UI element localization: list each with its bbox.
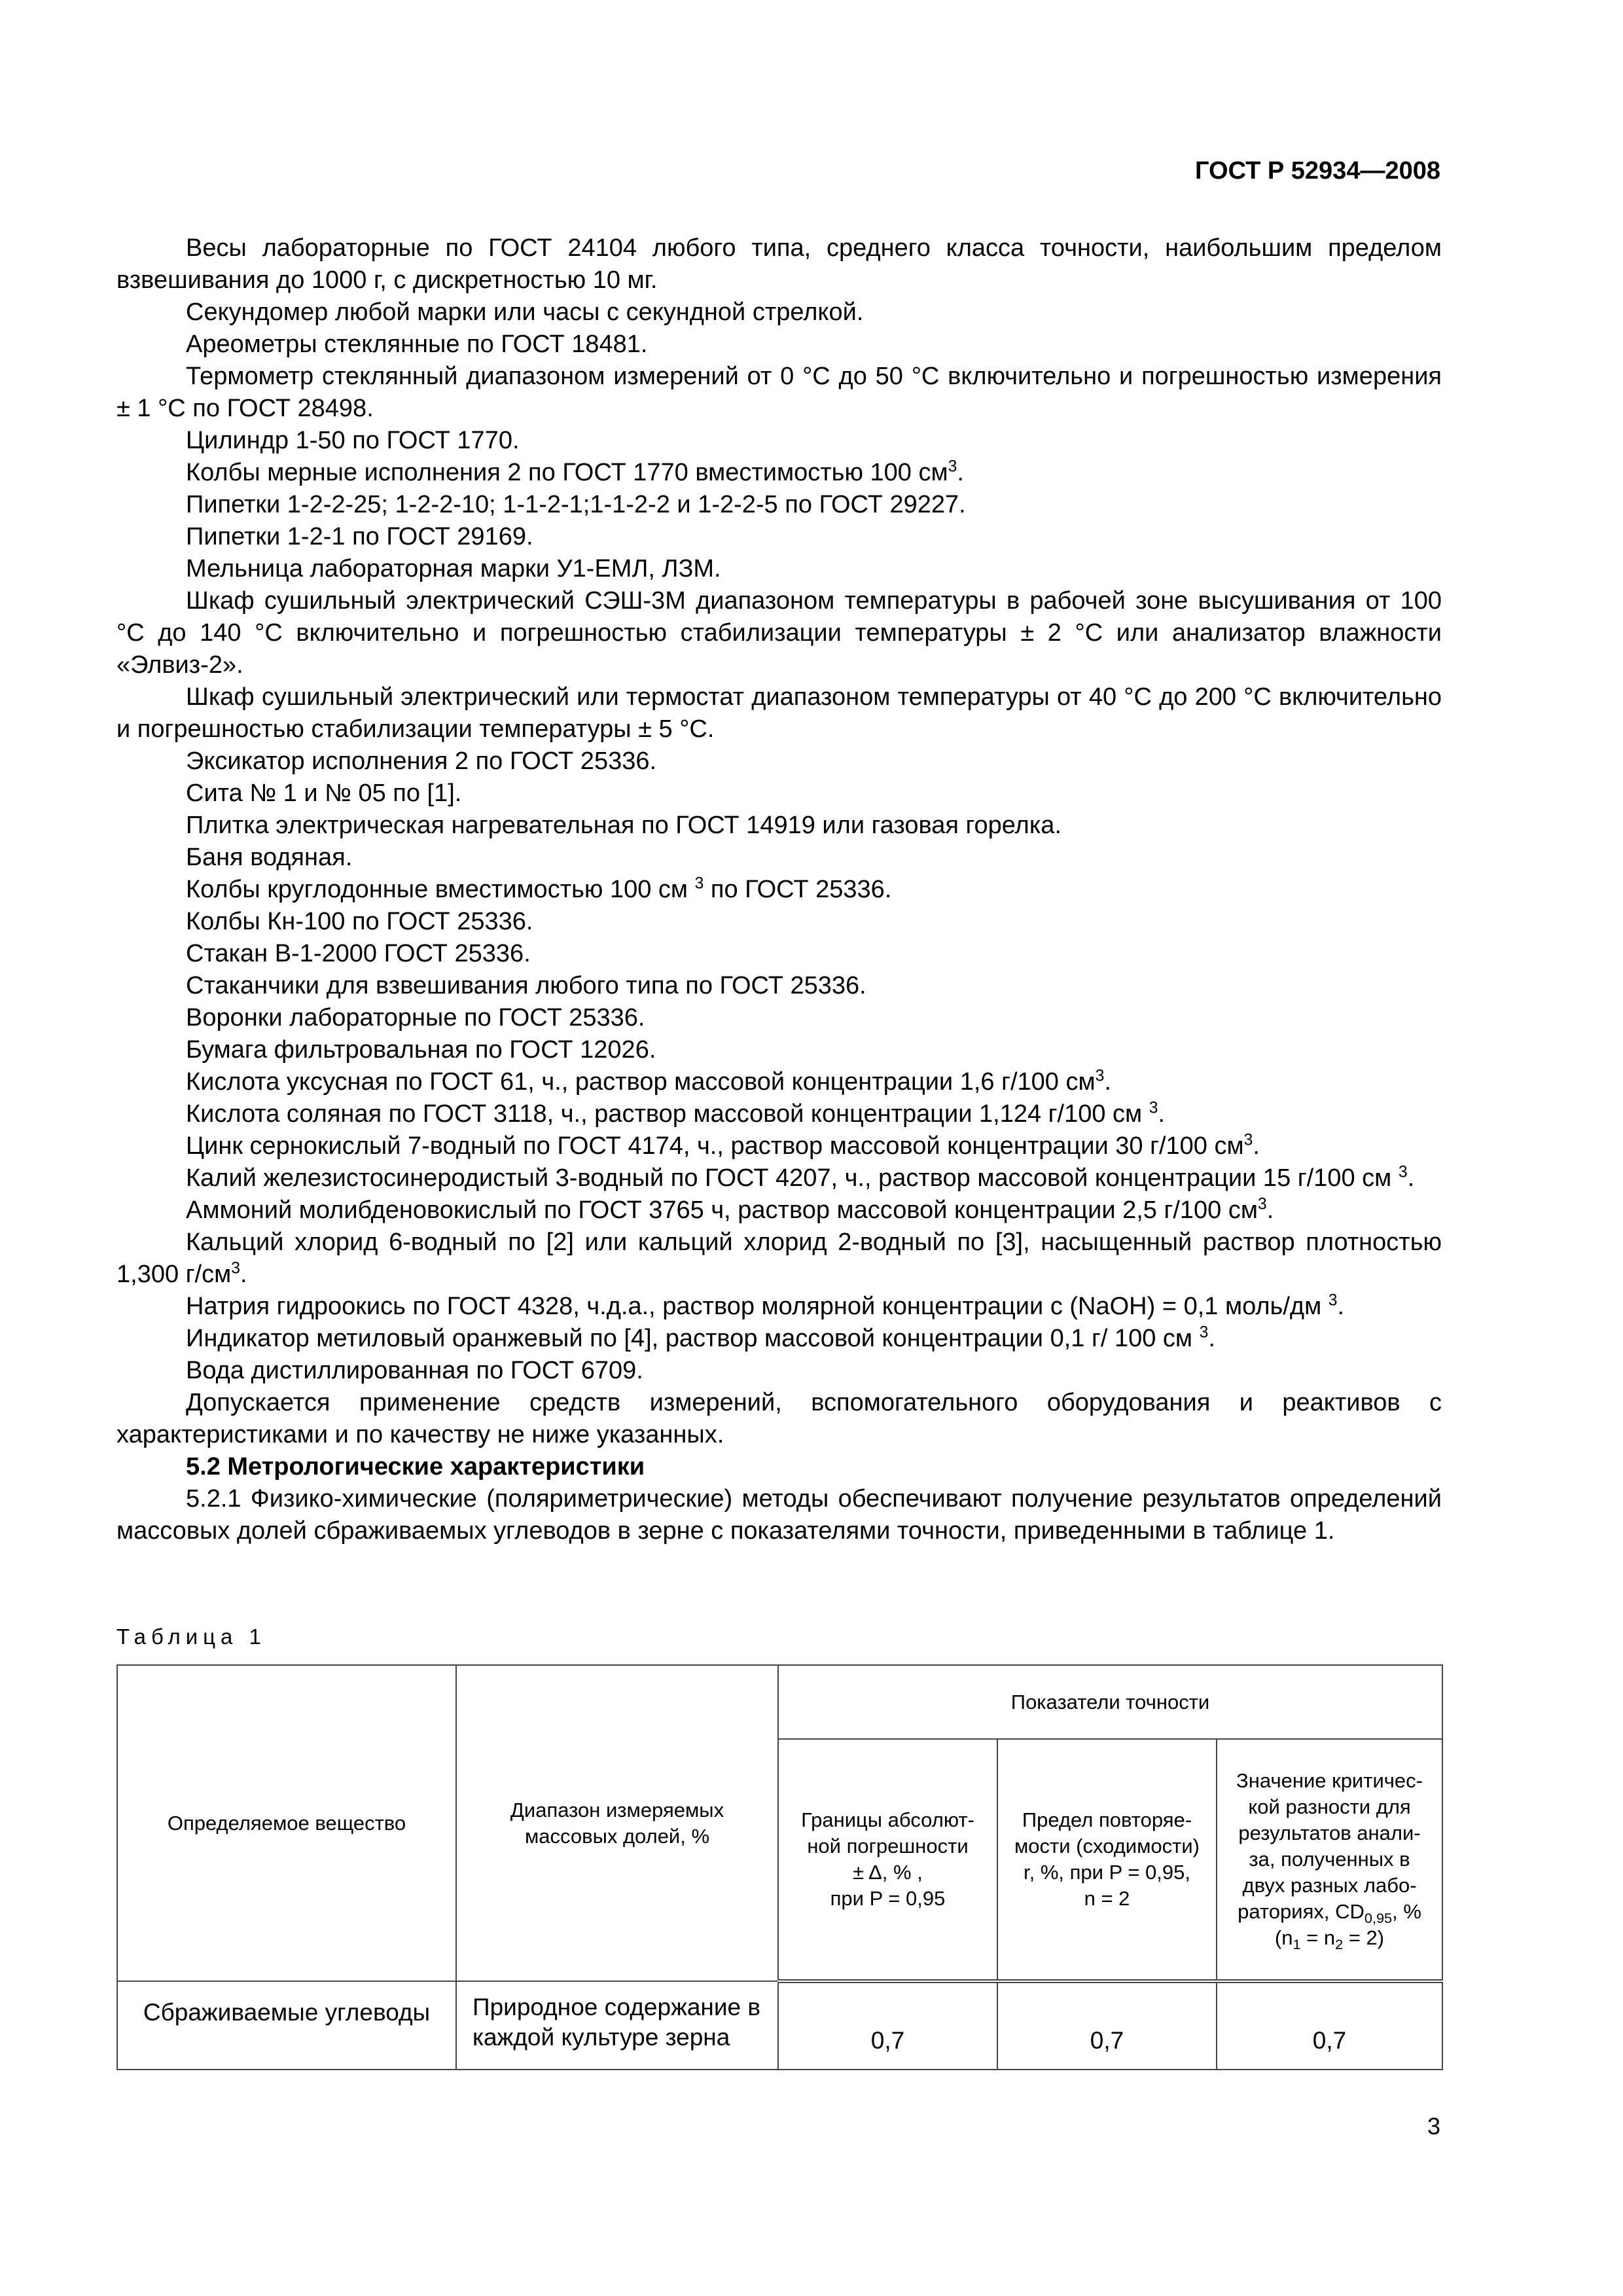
header-critical-diff-line: [1222, 1899, 1436, 1925]
paragraph: Секундомер любой марки или часы с секундной стрелкой.: [186, 298, 864, 326]
header-critical-diff-line: за, полученных в: [1249, 1848, 1410, 1871]
paragraph: Воронки лабораторные по ГОСТ 25336.: [186, 1004, 645, 1031]
superscript: 3: [1095, 1067, 1105, 1085]
paragraph: Цинк сернокислый 7-водный по ГОСТ 4174, ч., раствор массовой концентрации 30 г/100 $см^3$.: [186, 1131, 1260, 1160]
accuracy-table: [116, 1664, 1443, 2070]
paragraph: Индикатор метиловый оранжевый по [4], раствор массовой концентрации 0,1 г/ 100 см $^3$.: [186, 1323, 1215, 1352]
paragraph: Плитка электрическая нагревательная по ГОСТ 14919 или газовая горелка.: [186, 812, 1061, 839]
superscript: 3: [231, 1259, 240, 1278]
paragraph: Пипетки 1-2-2-25; 1-2-2-10; 1-1-2-1;1-1-2-2 и 1-2-2-5 по ГОСТ 29227.: [186, 491, 966, 518]
paragraph: Аммоний молибденовокислый по ГОСТ 3765 ч, раствор массовой концентрации 2,5 г/100 $см^3$.: [186, 1195, 1274, 1224]
document-body: [116, 232, 1442, 1547]
n-subscript: 2: [1335, 1936, 1344, 1953]
superscript: 3: [1243, 1131, 1253, 1149]
header-repeatability-line: n = 2: [1084, 1887, 1130, 1910]
paragraph: Шкаф сушильный электрический СЭШ-3М диапазоном температуры в рабочей зоне высушивания от 100 °С до 140 °С включительно и погрешностью стабилизации температуры ± 2 °С или анализатор влажности «Элвиз-2».: [116, 587, 1442, 679]
cell-range-line: каждой культуре зерна: [473, 2024, 730, 2051]
header-critical-diff-line: кой разности для: [1248, 1795, 1411, 1818]
paragraph: Вода дистиллированная по ГОСТ 6709.: [186, 1357, 643, 1384]
superscript: 3: [1328, 1291, 1338, 1310]
header-critical-diff-line: [1222, 1925, 1436, 1951]
paragraph: Мельница лабораторная марки У1-ЕМЛ, ЛЗМ.: [186, 555, 721, 583]
header-critical-diff-line: Значение критичес-: [1236, 1769, 1423, 1792]
superscript: 3: [1258, 1195, 1267, 1213]
paragraph: Весы лабораторные по ГОСТ 24104 любого типа, среднего класса точности, наибольшим пределом взвешивания до 1000 г, с дискретностью 10 мг.: [116, 234, 1442, 294]
section-heading: 5.2 Метрологические характеристики: [186, 1453, 645, 1480]
header-critical-diff: [1217, 1739, 1442, 1981]
n-subscript: 1: [1293, 1936, 1301, 1953]
paragraph: Кальций хлорид 6-водный по [2] или кальций хлорид 2-водный по [3], насыщенный раствор плотностью 1,300 $г/см^3$.: [116, 1229, 1442, 1288]
cd-subscript: 0,95: [1364, 1910, 1393, 1927]
header-repeatability-line: мости (сходимости): [1014, 1835, 1200, 1857]
superscript: 3: [1398, 1163, 1408, 1181]
cell-range-line: Природное содержание в: [473, 1994, 761, 2020]
header-range-text: Диапазон измеряемых массовых долей, %: [510, 1798, 724, 1848]
cell-repeatability: 0,7: [997, 1981, 1217, 2070]
paragraph: Баня водяная.: [186, 844, 353, 871]
paragraph: Сита № 1 и № 05 по [1].: [186, 780, 462, 807]
table-row: [117, 1981, 1442, 2070]
document-header: ГОСТ Р 52934—2008: [1195, 157, 1440, 185]
header-abs-error-line: Границы абсолют-: [801, 1808, 974, 1831]
header-substance: Определяемое вещество: [117, 1665, 456, 1981]
paragraph: Шкаф сушильный электрический или термостат диапазоном температуры от 40 °С до 200 °С включительно и погрешностью стабилизации температуры ± 5 °С.: [116, 683, 1442, 743]
header-repeatability: [997, 1739, 1217, 1981]
paragraph: Стакан В-1-2000 ГОСТ 25336.: [186, 940, 531, 967]
paragraph: Бумага фильтровальная по ГОСТ 12026.: [186, 1036, 656, 1064]
cell-range: [456, 1981, 778, 2070]
paragraph: Пипетки 1-2-1 по ГОСТ 29169.: [186, 523, 533, 550]
table-caption: Таблица 1: [116, 1624, 266, 1649]
cell-substance: Сбраживаемые углеводы: [117, 1981, 456, 2070]
paragraph: 5.2.1 Физико-химические (поляриметрические) методы обеспечивают получение результатов определений массовых долей сбраживаемых углеводов в зерне с показателями точности, приведенными в таблице 1.: [116, 1485, 1442, 1545]
paragraph: Эксикатор исполнения 2 по ГОСТ 25336.: [186, 747, 657, 775]
header-abs-error-line: при P = 0,95: [830, 1887, 946, 1910]
header-range: [456, 1665, 778, 1981]
paragraph: Калий железистосинеродистый 3-водный по ГОСТ 4207, ч., раствор массовой концентрации 15 г/100 см $^3$.: [186, 1163, 1415, 1192]
n-label: (n: [1274, 1926, 1293, 1949]
superscript: 3: [694, 874, 704, 893]
header-abs-error-line: ± Δ, % ,: [853, 1861, 923, 1884]
paragraph: Колбы мерные исполнения 2 по ГОСТ 1770 вместимостью 100 $см^3$.: [186, 457, 964, 486]
superscript: 3: [1149, 1099, 1158, 1117]
paragraph: Допускается применение средств измерений, вспомогательного оборудования и реактивов с характеристиками и по качеству не ниже указанных.: [116, 1389, 1442, 1448]
cd-label: раториях, CD: [1238, 1900, 1364, 1923]
header-critical-diff-line: двух разных лабо-: [1242, 1874, 1417, 1897]
superscript: 3: [948, 457, 957, 476]
cell-abs-error: 0,7: [778, 1981, 997, 2070]
header-repeatability-line: Предел повторяе-: [1022, 1808, 1192, 1831]
paragraph: Натрия гидроокись по ГОСТ 4328, ч.д.а., раствор молярной концентрации c (NaOH) = 0,1 моль/дм $^3$.: [186, 1291, 1345, 1320]
page-number: 3: [1427, 2113, 1440, 2140]
paragraph: Термометр стеклянный диапазоном измерений от 0 °С до 50 °С включительно и погрешностью измерения ± 1 °С по ГОСТ 28498.: [116, 363, 1442, 422]
paragraph: Колбы круглодонные вместимостью 100 см $^3$ по ГОСТ 25336.: [186, 874, 892, 903]
cd-unit: , %: [1392, 1900, 1421, 1923]
header-abs-error: [778, 1739, 997, 1981]
cell-critical-diff: 0,7: [1217, 1981, 1442, 2070]
paragraph: Кислота соляная по ГОСТ 3118, ч., раствор массовой концентрации 1,124 г/100 см $^3$.: [186, 1099, 1166, 1128]
superscript: 3: [1199, 1323, 1209, 1342]
paragraph: Стаканчики для взвешивания любого типа по ГОСТ 25336.: [186, 972, 866, 999]
paragraph: Колбы Кн-100 по ГОСТ 25336.: [186, 908, 533, 935]
header-abs-error-line: ной погрешности: [807, 1835, 969, 1857]
header-repeatability-line: r, %, при P = 0,95,: [1024, 1861, 1190, 1884]
paragraph: Ареометры стеклянные по ГОСТ 18481.: [186, 331, 648, 358]
paragraph: Кислота уксусная по ГОСТ 61, ч., раствор массовой концентрации 1,6 г/100 $см^3$.: [186, 1067, 1111, 1096]
header-critical-diff-line: результатов анали-: [1238, 1821, 1421, 1844]
header-accuracy-group: Показатели точности: [778, 1665, 1442, 1739]
n-label: = n: [1300, 1926, 1336, 1949]
n-value: = 2): [1343, 1926, 1385, 1949]
paragraph: Цилиндр 1-50 по ГОСТ 1770.: [186, 427, 520, 454]
